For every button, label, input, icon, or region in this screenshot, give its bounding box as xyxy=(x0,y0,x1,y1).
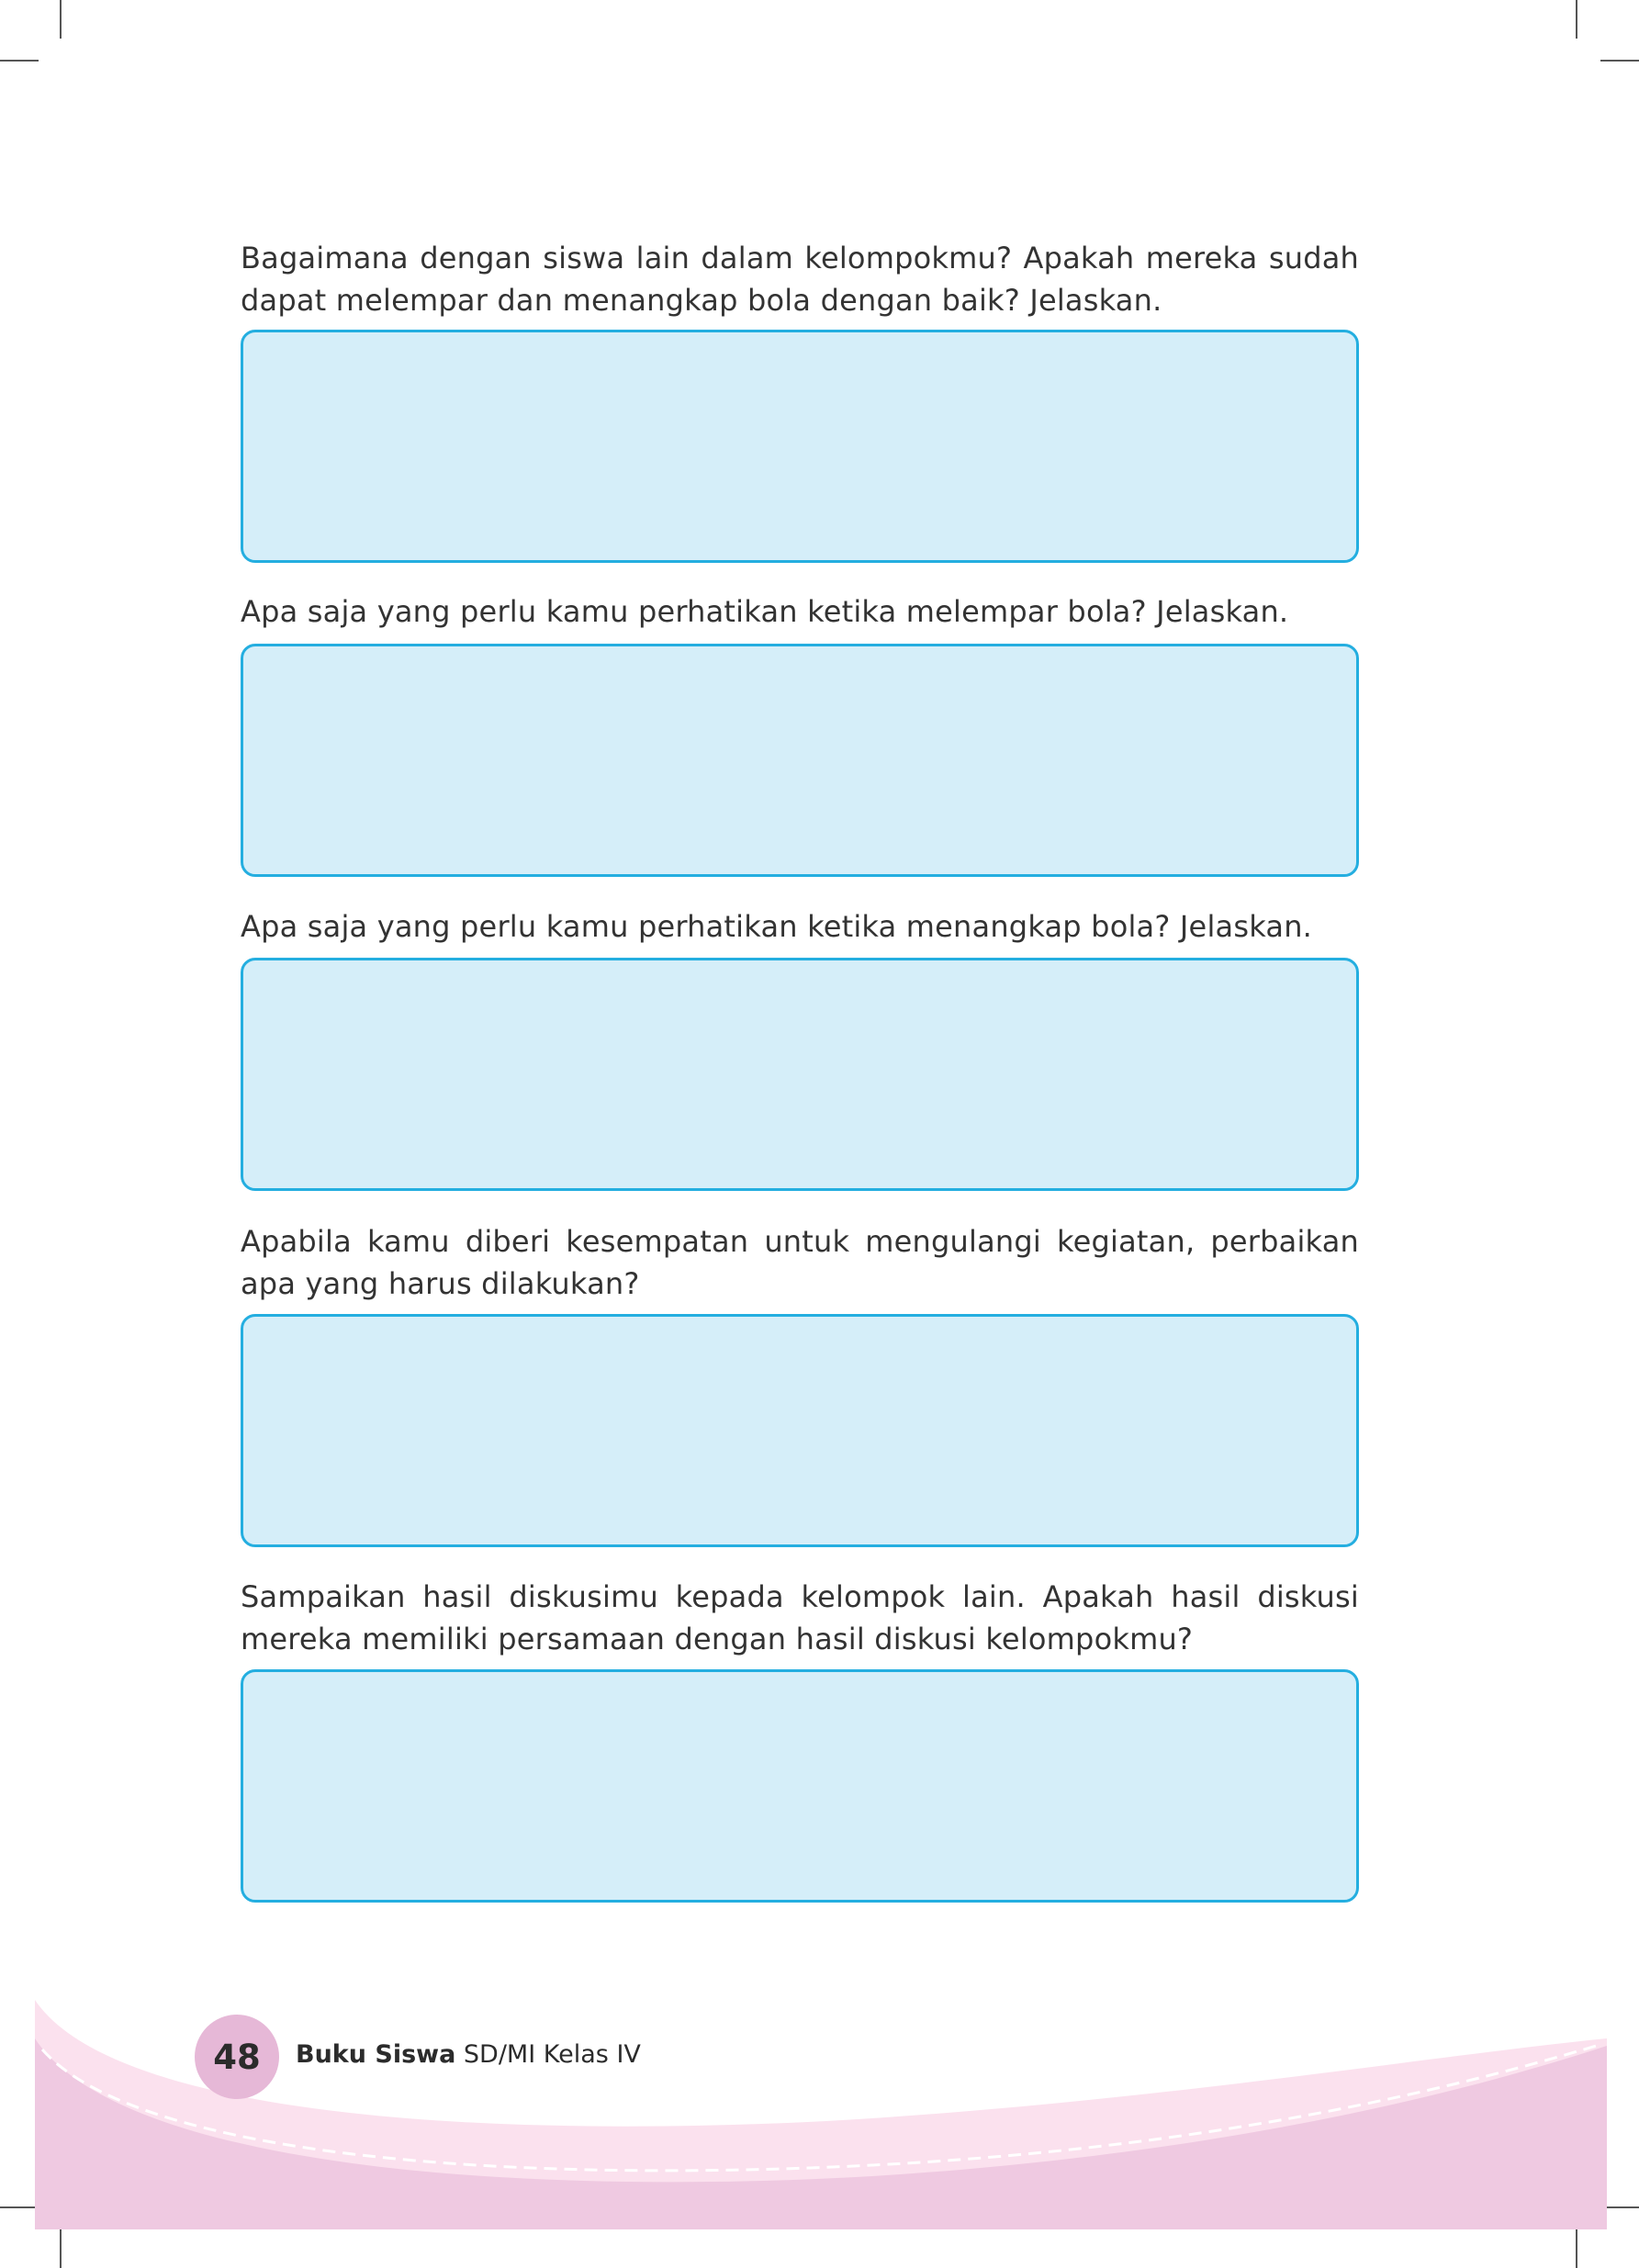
book-title xyxy=(296,2040,641,2069)
answer-box-2[interactable] xyxy=(241,644,1359,877)
crop-mark-top-left-vertical xyxy=(60,0,62,39)
answer-box-1[interactable] xyxy=(241,330,1359,563)
crop-mark-top-left-horizontal xyxy=(0,60,39,62)
book-title-rest: SD/MI Kelas IV xyxy=(455,2040,641,2069)
page-number: 48 xyxy=(213,2037,261,2077)
question-5: Sampaikan hasil diskusimu kepada kelompok lain. Apakah hasil diskusi mereka memiliki persamaan dengan hasil diskusi kelompokmu? xyxy=(241,1579,1359,1656)
crop-mark-bottom-left-vertical xyxy=(60,2229,62,2268)
crop-mark-top-right-vertical xyxy=(1576,0,1577,39)
answer-box-5[interactable] xyxy=(241,1669,1359,1903)
answer-box-4[interactable] xyxy=(241,1314,1359,1547)
question-1: Bagaimana dengan siswa lain dalam kelompokmu? Apakah mereka sudah dapat melempar dan menangkap bola dengan baik? Jelaskan. xyxy=(241,241,1359,318)
answer-box-3[interactable] xyxy=(241,958,1359,1191)
question-3: Apa saja yang perlu kamu perhatikan ketika menangkap bola? Jelaskan. xyxy=(241,909,1313,944)
question-2: Apa saja yang perlu kamu perhatikan ketika melempar bola? Jelaskan. xyxy=(241,594,1289,629)
question-4: Apabila kamu diberi kesempatan untuk mengulangi kegiatan, perbaikan apa yang harus dilakukan? xyxy=(241,1224,1359,1301)
book-title-bold: Buku Siswa xyxy=(296,2040,456,2069)
page-number-badge xyxy=(195,2015,279,2099)
crop-mark-top-right-horizontal xyxy=(1600,60,1639,62)
crop-mark-bottom-right-vertical xyxy=(1576,2229,1577,2268)
